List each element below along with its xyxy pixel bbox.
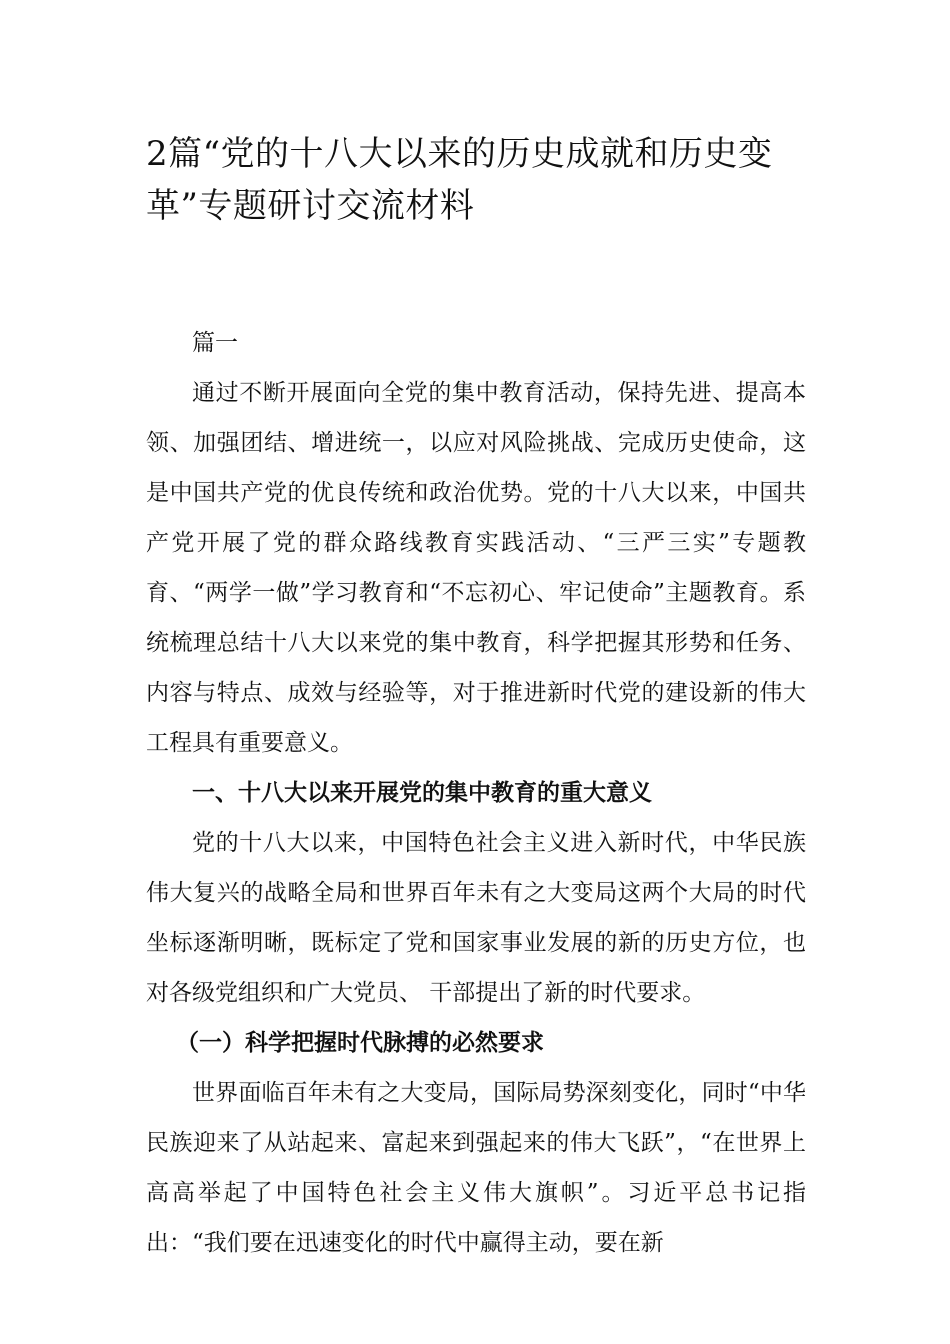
document-page <box>146 128 806 1268</box>
paragraph: 世界面临百年未有之大变局，国际局势深刻变化，同时“中华民族迎来了从站起来、富起来到强起来的伟大飞跃”，“在世界上高高举起了中国特色社会主义伟大旗帜”。习近平总书记指出：“我们要在迅速变化的时代中赢得主动，要在新 <box>146 1080 806 1256</box>
section-label: 篇一 <box>192 330 238 356</box>
section-heading: 一、十八大以来开展党的集中教育的重大意义 <box>192 779 652 806</box>
paragraph: 党的十八大以来，中国特色社会主义进入新时代，中华民族伟大复兴的战略全局和世界百年未有之大变局这两个大局的时代坐标逐渐明晰，既标定了党和国家事业发展的新的历史方位，也对各级党组织和广大党员、 干部提出了新的时代要求。 <box>146 830 806 1006</box>
paragraph: 通过不断开展面向全党的集中教育活动，保持先进、提高本领、加强团结、增进统一，以应对风险挑战、完成历史使命，这是中国共产党的优良传统和政治优势。党的十八大以来，中国共产党开展了党的群众路线教育实践活动、“三严三实”专题教育、“两学一做”学习教育和“不忘初心、牢记使命”主题教育。系统梳理总结十八大以来党的集中教育，科学把握其形势和任务、内容与特点、成效与经验等，对于推进新时代党的建设新的伟大工程具有重要意义。 <box>146 380 806 756</box>
document-body <box>146 318 806 1268</box>
document-title: 2篇“党的十八大以来的历史成就和历史变革”专题研讨交流材料 <box>146 134 773 226</box>
subsection-heading: （一）科学把握时代脉搏的必然要求 <box>176 1029 544 1056</box>
